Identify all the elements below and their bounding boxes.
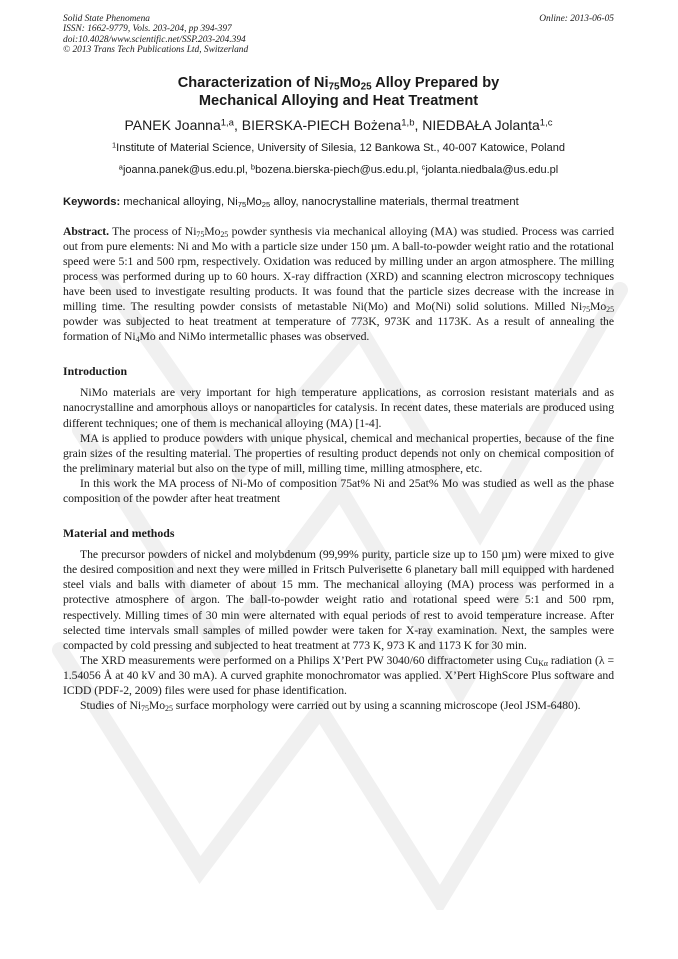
abstract: Abstract. The process of $Ni_{75}Mo_{25}$ powder synthesis via mechanical alloying (MA) was studied. Process was carried out from pure elements: Ni and Mo with a particle size under 150 µm. A ball-to-powder weight ratio and the rotational speed were 5:1 and 500 rpm, respectively. Oxidation was reduced by milling under an argon atmosphere. The milling process was performed during up to 60 hours. X-ray diffraction (XRD) and scanning electron microscopy techniques have been used to investigate resulting products. It was found that the particle sizes decrease with the increase in milling time. The resulting powder consists of metastable Ni(Mo) and Mo(Ni) solid solutions. Milled $Ni_{75}Mo_{25}$ powder was subjected to heat treatment at temperature of 773K, 973K and 1173K. As a result of annealing the formation of $Ni_4Mo$ and NiMo intermetallic phases was observed. <box>63 224 614 345</box>
email-bierska-piech[interactable]: bozena.bierska-piech@us.edu.pl, <box>255 163 422 176</box>
author-niedbala: NIEDBAŁA Jolanta <box>422 116 540 133</box>
methods-paragraph-1: The precursor powders of nickel and molybdenum (99,99% purity, particle size up to 150 µm) were mixed to give the desired composition and next they were milled in Fritsch Pulverisette 6 planetary ball mill equipped with hardened steel vials and balls with diameter of about 15 mm. The mechanical alloying (MA) process was performed in a protective atmosphere of argon. The ball-to-powder weight ratio and rotational speed were 5:1 and 500 rpm, respectively. Milling times of 30 min were alternated with equal periods of rest to avoid temperature increase. After selected time intervals small samples of milled powder were taken for X-ray examination. Next, the samples were compacted by cold pressing and subjected to heat treatment at 773 K, 973 K and 1173 K for 30 min. <box>63 548 614 652</box>
intro-paragraph-1: NiMo materials are very important for high temperature applications, as corrosion resistant materials and as nanocrystalline and amorphous alloys or nanoparticles for catalysis. In recent dates, these materials are produced using different techniques; one of them is mechanical alloying (MA) [1-4]. <box>63 386 614 430</box>
copyright-line: © 2013 Trans Tech Publications Ltd, Switzerland <box>63 45 249 56</box>
introduction-heading: Introduction <box>63 364 128 379</box>
intro-paragraph-2: MA is applied to produce powders with unique physical, chemical and mechanical properties, because of the fine grain sizes of the resulting material. The properties of resulting product depends not only on chemical composition of the preliminary material but also on the type of mill, milling time, milling atmosphere, etc. <box>63 431 614 475</box>
keywords-label: Keywords: <box>63 195 121 208</box>
email-niedbala[interactable]: jolanta.niedbala@us.edu.pl <box>425 163 559 176</box>
author-bierska-piech: BIERSKA-PIECH Bożena <box>241 116 402 133</box>
paper-page <box>63 14 614 713</box>
keywords: Keywords: mechanical alloying, $Ni_{75}Mo_{25}$ alloy, nanocrystalline materials, thermal treatment <box>63 195 519 209</box>
methods-paragraph-3: Studies of $Ni_{75}Mo_{25}$ surface morphology were carried out by using a scanning microscope (Jeol JSM-6480). <box>80 699 581 714</box>
author-list: PANEK Joanna$^{1,a}$, BIERSKA-PIECH Bożena$^{1,b}$, NIEDBAŁA Jolanta$^{1,c}$ <box>124 116 553 133</box>
doi-line: doi:10.4028/www.scientific.net/SSP.203-204.394 <box>63 34 246 45</box>
issn-line: ISSN: 1662-9779, Vols. 203-204, pp 394-397 <box>63 24 232 35</box>
paper-title: Characterization of $Ni_{75}Mo_{25}$ Alloy Prepared by Mechanical Alloying and Heat Treatment <box>177 74 500 109</box>
intro-paragraph-3: In this work the MA process of Ni-Mo of composition 75at% Ni and 25at% Mo was studied as well as the phase composition of the powder after heat treatment <box>63 476 614 506</box>
email-panek[interactable]: joanna.panek@us.edu.pl, <box>122 163 251 176</box>
journal-header <box>63 14 614 56</box>
affiliation: $^1$Institute of Material Science, University of Silesia, 12 Bankowa St., 40-007 Katowice, Poland <box>112 139 565 154</box>
online-date: Online: 2013-06-05 <box>539 14 614 24</box>
journal-name: Solid State Phenomena <box>63 14 150 24</box>
abstract-label: Abstract. <box>63 224 109 238</box>
methods-paragraph-2: The XRD measurements were performed on a Philips X’Pert PW 3040/60 diffractometer using $Cu_{K\alpha}$ radiation (λ = 1.54056 Å at 40 kV and 30 mA). A curved graphite monochromator was applied. X’Pert HighScore Plus software and ICDD (PDF-2, 2009) files were used for phase identification. <box>63 653 614 697</box>
methods-heading: Material and methods <box>63 526 175 541</box>
author-emails: $^a$joanna.panek@us.edu.pl, $^b$bozena.bierska-piech@us.edu.pl, $^c$jolanta.niedbala@us.edu.pl <box>118 161 559 176</box>
author-panek: PANEK Joanna <box>124 116 221 133</box>
